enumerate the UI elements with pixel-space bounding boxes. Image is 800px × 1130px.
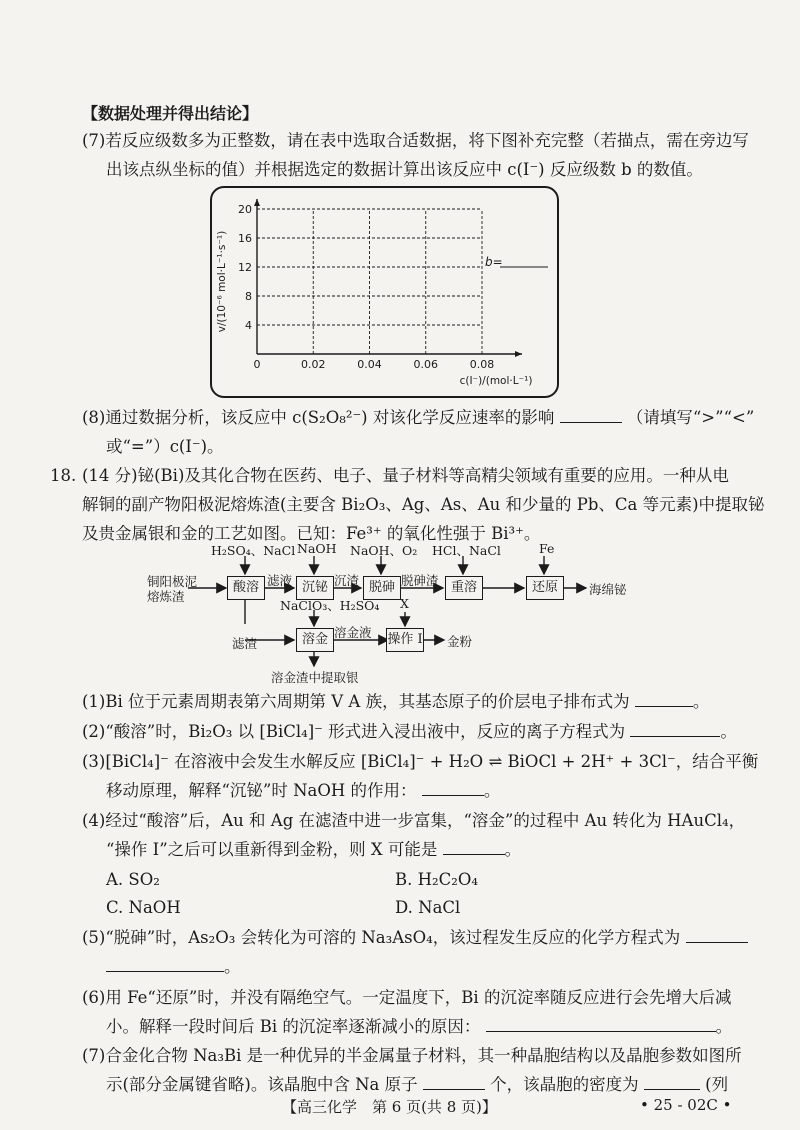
q8-line-2: 或“=”）c(I⁻)。 — [106, 437, 224, 456]
q4-answer-blank[interactable] — [443, 840, 505, 855]
q1 — [82, 692, 709, 712]
q3-line-1: (3)[BiCl₄]⁻ 在溶液中会发生水解反应 [BiCl₄]⁻ + H₂O ⇌ BiOCl + 2H⁺ + 3Cl⁻，结合平衡 — [82, 752, 759, 771]
option-b[interactable]: B. H₂C₂O₄ — [395, 870, 478, 889]
stream-precipitate: 沉渣 — [334, 573, 360, 588]
reagent-6: NaClO₃、H₂SO₄ — [280, 598, 380, 613]
q7b-answer-blank-1[interactable] — [423, 1075, 485, 1090]
stream-gold-solution: 溶金液 — [334, 625, 372, 640]
q6-period: 。 — [715, 1017, 733, 1036]
q7b-answer-blank-2[interactable] — [644, 1075, 700, 1090]
q18-line-1: (14 分)铋(Bi)及其化合物在医药、电子、量子材料等高精尖领域有重要的应用。一种从电 — [82, 466, 729, 485]
stream-filtrate: 滤液 — [267, 573, 293, 588]
q7b-text-a: 示(部分金属键省略)。该晶胞中含 Na 原子 — [106, 1075, 418, 1094]
q3-text: 移动原理，解释“沉铋”时 NaOH 的作用： — [106, 781, 417, 800]
q2-answer-blank[interactable] — [630, 722, 720, 737]
origin-label: 0 — [253, 358, 261, 371]
box-acid-dissolve: 酸溶 — [227, 576, 265, 600]
option-d[interactable]: D. NaCl — [395, 898, 461, 917]
option-c[interactable]: C. NaOH — [106, 898, 181, 917]
raw-material-label — [147, 574, 197, 604]
q6-text: 小。解释一段时间后 Bi 的沉淀率逐渐减小的原因： — [106, 1017, 481, 1036]
reagent-1: H₂SO₄、NaCl — [211, 543, 296, 558]
q4-line-1: (4)经过“酸溶”后，Au 和 Ag 在滤渣中进一步富集，“溶金”的过程中 Au 转化为 HAuCl₄， — [82, 811, 746, 830]
stream-residue: 滤渣 — [232, 636, 258, 651]
q7b-line-2 — [106, 1075, 728, 1095]
rate-chart — [210, 186, 555, 396]
flow-arrows — [140, 540, 660, 690]
x-tick-label: 0.02 — [301, 358, 326, 371]
reagent-7: X — [400, 596, 409, 611]
product-silver: 溶金渣中提取银 — [271, 670, 359, 685]
footer-code: • 25 - 02C • — [640, 1096, 732, 1114]
raw-line-1: 铜阳极泥 — [147, 574, 198, 589]
q5-line-1 — [82, 928, 748, 948]
product-sponge-bi: 海绵铋 — [589, 582, 627, 597]
q1-period: 。 — [692, 692, 710, 711]
x-tick-label: 0.06 — [413, 358, 438, 371]
box-dissolve-gold: 溶金 — [296, 628, 334, 652]
q4-line-2 — [106, 840, 521, 860]
q5-text: (5)“脱砷”时，As₂O₃ 会转化为可溶的 Na₃AsO₄，该过程发生反应的化学方程式为 — [82, 928, 681, 947]
q1-text: (1)Bi 位于元素周期表第六周期第 V A 族，其基态原子的价层电子排布式为 — [82, 692, 630, 711]
q6-line-2 — [106, 1017, 732, 1037]
stream-arsenic-residue: 脱砷渣 — [401, 573, 439, 588]
x-axis-label: c(I⁻)/(mol·L⁻¹) — [459, 375, 533, 387]
y-tick-label: 16 — [238, 232, 252, 245]
q8-line-1 — [82, 408, 754, 428]
q8-answer-blank[interactable] — [560, 408, 622, 423]
footer-page-info: 【高三化学 第 6 页(共 8 页)】 — [282, 1098, 497, 1116]
q1-answer-blank[interactable] — [635, 692, 693, 707]
q3-answer-blank[interactable] — [422, 781, 484, 796]
box-operation-1: 操作 I — [386, 628, 424, 652]
q7-line-1: (7)若反应级数多为正整数，请在表中选取合适数据，将下图补充完整（若描点，需在旁边写 — [82, 131, 749, 150]
box-dearsenic: 脱砷 — [363, 576, 401, 600]
q8-text: (8)通过数据分析，该反应中 c(S₂O₈²⁻) 对该化学反应速率的影响 — [82, 408, 555, 427]
q3-period: 。 — [483, 781, 501, 800]
q18-line-2: 解铜的副产物阳极泥熔炼渣(主要含 Bi₂O₃、Ag、As、Au 和少量的 Pb、Ca 等元素)中提取铋 — [82, 495, 765, 514]
q6-line-1: (6)用 Fe“还原”时，并没有隔绝空气。一定温度下，Bi 的沉淀率随反应进行会先增大后减 — [82, 988, 732, 1007]
y-tick-label: 8 — [245, 290, 252, 303]
reagent-5: Fe — [539, 541, 555, 556]
option-a[interactable]: A. SO₂ — [106, 870, 160, 889]
q7b-text-c: (列 — [705, 1075, 729, 1094]
q18-line-3: 及贵金属银和金的工艺如图。已知：Fe³⁺ 的氧化性强于 Bi³⁺。 — [82, 524, 541, 543]
q2-period: 。 — [720, 722, 737, 741]
raw-line-2: 熔炼渣 — [147, 589, 185, 604]
q6-answer-blank[interactable] — [486, 1017, 716, 1032]
q5-line-2 — [106, 957, 241, 977]
q7b-line-1: (7)合金化合物 Na₃Bi 是一种优异的半金属量子材料，其一种晶胞结构以及晶胞参数如图所 — [82, 1046, 742, 1065]
q2-text: (2)“酸溶”时，Bi₂O₃ 以 [BiCl₄]⁻ 形式进入浸出液中，反应的离子方程式为 — [82, 722, 626, 741]
section-heading: 【数据处理并得出结论】 — [82, 104, 259, 123]
q7-line-2: 出该点纵坐标的值）并根据选定的数据计算出该反应中 c(I⁻) 反应级数 b 的数值。 — [106, 160, 703, 179]
y-axis-arrow — [254, 199, 260, 206]
q4-period: 。 — [504, 840, 522, 859]
q5-period: 。 — [224, 957, 241, 976]
x-axis-arrow — [515, 351, 522, 357]
q7b-text-b: 个，该晶胞的密度为 — [490, 1075, 639, 1094]
reagent-3: NaOH、O₂ — [350, 543, 418, 558]
q4-text: “操作 I”之后可以重新得到金粉，则 X 可能是 — [106, 840, 438, 859]
x-tick-label: 0.04 — [357, 358, 382, 371]
box-redissolve: 重溶 — [445, 576, 483, 600]
reagent-2: NaOH — [297, 541, 337, 556]
reagent-4: HCl、NaCl — [432, 543, 501, 558]
q5-answer-blank-1[interactable] — [686, 928, 748, 943]
q2 — [82, 722, 737, 742]
y-tick-label: 12 — [238, 261, 252, 274]
y-tick-label: 4 — [245, 319, 252, 332]
q18-number: 18. — [50, 466, 77, 485]
box-reduce: 还原 — [526, 576, 564, 600]
b-annotation: b= — [485, 255, 503, 269]
box-precipitate-bi: 沉铋 — [296, 576, 334, 600]
q3-line-2 — [106, 781, 500, 801]
x-tick-label: 0.08 — [469, 358, 495, 371]
y-axis-label: v/(10⁻⁶ mol·L⁻¹·s⁻¹) — [216, 230, 228, 333]
y-tick-label: 20 — [238, 203, 252, 216]
product-gold-powder: 金粉 — [447, 634, 473, 649]
q5-answer-blank-2[interactable] — [106, 957, 224, 972]
q8-tail: （请填写“>”“<” — [626, 408, 755, 427]
